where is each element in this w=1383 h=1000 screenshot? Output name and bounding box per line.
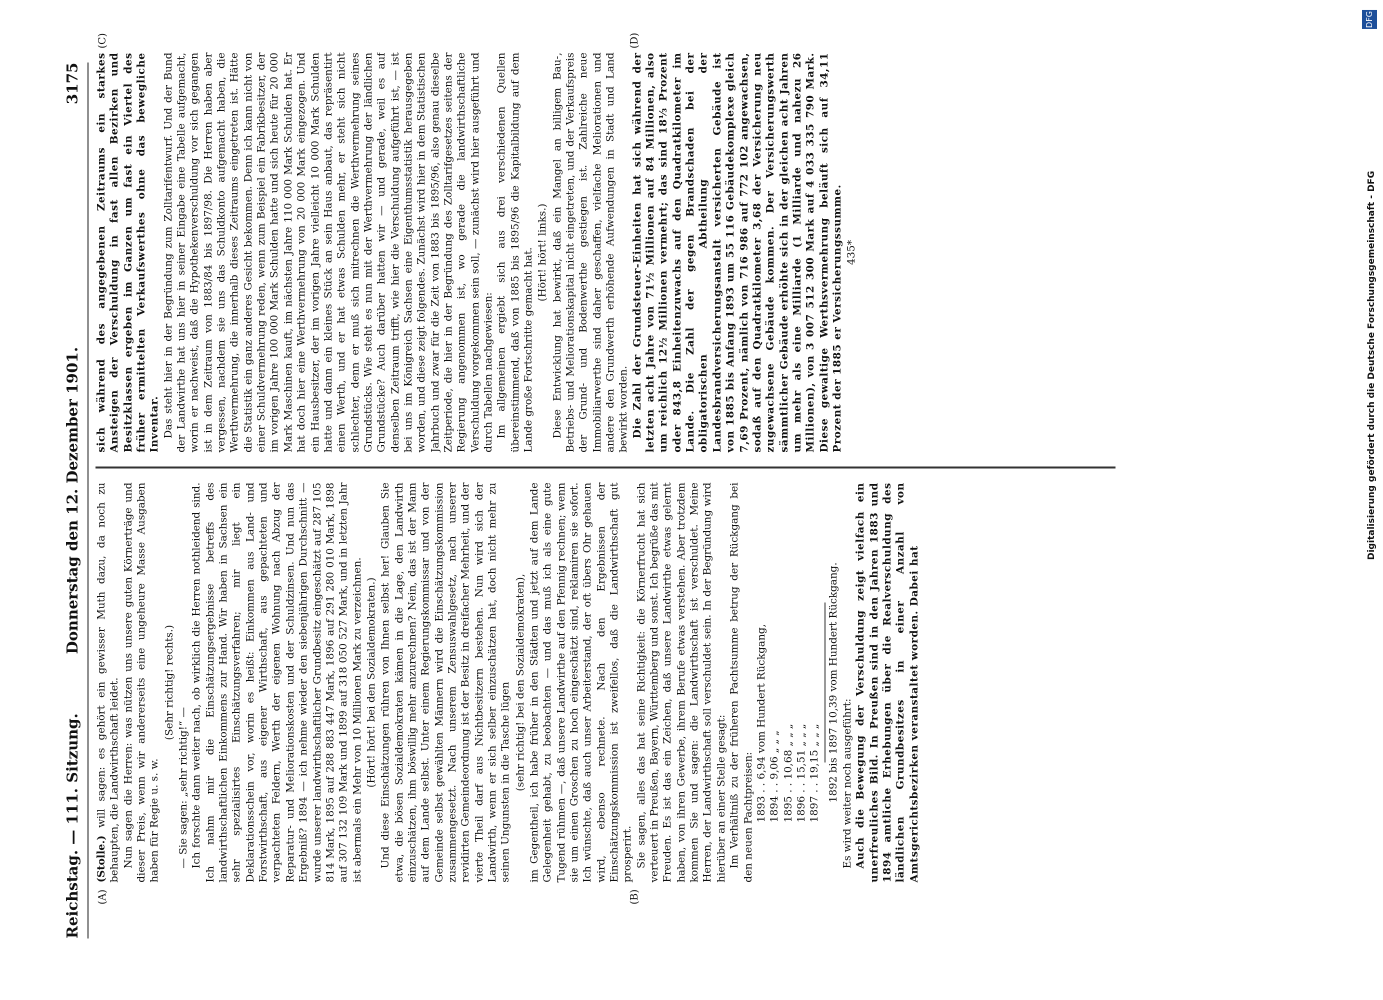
paragraph: im Gegentheil, ich habe früher in den Städten und jetzt auf dem Lande Gelegenheit gehabt, zu beobachten — und das muß ich als eine gute Tugend rühmen —, daß unsere Landwirthe auf den Pfennig rechnen; wenn sie um einen Groschen zu hoch eingeschätzt sind, reklamiren sie sofort. Ich wünschte, daß auch unser Arbeiterstand, der oft übers Ohr gehauen wird, ebenso rechnete. Nach den Ergebnissen der Einschätzungskommission ist zweifellos, daß die Landwirthschaft gut prosperirt. (528, 482, 634, 883)
paragraph: Ich forschte dann weiter nach, ob wirklich die Herren nothleidend sind. Ich nahm mir die Einschätzungsergebnisse betreffs des landwirthschaftlichen Einkommens zur Hand. Wir haben in Sachsen ein sehr spezialisirtes Einschätzungsverfahren; mir liegt ein Deklarationsschein vor, worin es heißt: Einkommen aus Land- und Forstwirthschaft, aus eigener Wirthschaft, aus gepachteten und verpachteten Feldern, Werth der eigenen Wohnung nach Abzug der Reparatur- und Meliorationskosten und der Schuldzinsen. Und nun das Ergebniß? 1894 — ich nehme wieder den siebenjährigen Durchschnitt — wurde unserer landwirthschaftlicher Grundbesitz eingeschätzt auf 287 105 814 Mark, 1895 auf 288 883 447 Mark, 1896 auf 291 280 010 Mark, 1898 auf 307 132 109 Mark und 1899 auf 318 050 527 Mark, und in letzten Jahr ist abermals ein Mehr von 10 Millionen Mark zu verzeichnen. (190, 482, 364, 883)
page-number: 3175 (63, 62, 82, 105)
document-page (0, 1, 1383, 1000)
margin-mark-a: (A) (97, 889, 109, 905)
interjection: (Hört! hört! bei den Sozialdemokraten.) (365, 577, 378, 788)
table-rule (824, 603, 825, 763)
paragraph: will sagen: es gehört ein gewisser Muth dazu, da noch zu behaupten, die Landwirthschaft leidet. (95, 482, 121, 883)
paragraph: Es wird weiter noch ausgeführt: (841, 698, 854, 869)
quotation: sich während des angegebenen Zeitraums ein starkes Ansteigen der Verschuldung in fast allen Bezirken und Besitzklassen ergeben im Ganzen um fast ein Viertel des früher ermittelten Verkaufswerthes ohne das bewegliche Inventar. (95, 52, 161, 453)
footer-mark: 435* (845, 239, 858, 266)
interjection: (Sehr richtig! rechts.) (163, 624, 176, 741)
quotation: Im Verhältniß zu der früheren Pachtsumme betrug der Rückgang bei den neuen Pachtpreisen: (728, 482, 754, 883)
header-center: Donnerstag den 12. Dezember 1901. (63, 346, 82, 655)
paragraph: Und diese Einschätzungen rühren von Ihnen selbst her! Glauben Sie etwa, die bösen Sozialdemokraten kämen in die Lage, den Landwirth einzuschätzen, ihm böswillig mehr anzurechnen? Nein, das ist der Mann auf dem Lande selbst. Unter einem Regierungskommissar und von der Gemeinde selbst gewählten Männern wird die Einschätzungskommission zusammengesetzt. Nach unserem Zensuswahlgesetz, nach unserer revidirten Gemeindeordnung ist der Besitz in dreifacher Mehrheit, und der vierte Theil darf aus Nichtbesitzern bestehen. Nun wird sich der Landwirth, wenn er sich selber einzuschätzen hat, doch nicht mehr zu seinen Ungunsten in die Tasche lügen (379, 482, 512, 883)
header-left: Reichstag. — 111. Sitzung. (63, 713, 82, 939)
quotation: Im allgemeinen ergiebt sich aus drei verschiedenen Quellen übereinstimmend, daß von 1885 bis 1895/96 die Kapitalbildung auf dem Lande große Fortschritte gemacht hat. (495, 52, 535, 453)
quotation: Die Zahl der Grundsteuer-Einheiten hat sich während der letzten acht Jahre von 71½ Millionen auf 84 Millionen, also um reichlich 12½ Millionen vermehrt; das sind 18⅓ Prozent oder 843,8 Einheitenzuwachs auf den Quadratkilometer im Lande. Die Zahl der gegen Brandschaden bei der obligatorischen Abtheilung der Landesbrandversicherungsanstalt versicherten Gebäude ist von 1885 bis Anfang 1893 um 55 116 Gebäudekomplexe gleich 7,69 Prozent, nämlich von 716 986 auf 772 102 angewachsen, sodaß auf den Quadratkilometer 3,68 der Versicherung neu zugewachsene Gebäude kommen. Der Versicherungswerth sämmtlicher Gebäude erhöhte sich in der gleichen acht Jahren um mehr als eine Milliarde (1 Milliarde und nahezu 26 Millionen), von 3 007 512 300 Mark auf 4 033 335 790 Mark. Diese gewaltige Werthsvermehrung beläuft sich auf 34,11 Prozent der 1885 er Versicherungssumme. (631, 52, 844, 453)
table-row: 1896 . . 15,51 „ „ „ (795, 723, 808, 823)
dfg-credit: Digitalisierung gefördert durch die Deutsche Forschungsgemeinschaft - DFG (1367, 170, 1377, 560)
table-row: 1894 . . 9,06 „ „ „ (768, 730, 781, 823)
rent-decline-table (755, 483, 822, 883)
table-row: 1893 . . 6,94 vom Hundert Rückgang, (755, 624, 768, 823)
paragraph: Sie sagen, alles das hat seine Richtigkeit: die Körnerfrucht hat sich verteuert in Preußen, Bayern, Württemberg und sonst. Ich begrüße das mit Freuden. Es ist das ein Zeichen, daß unsere Landwirthe etwas gelernt haben, von ihren Gewerbe, ihrem Berufe etwas verstehen. Aber trotzdem kommen Sie und sagen: die Landwirthschaft ist verschuldet. Meine Herren, der Landwirthschaft soll verschuldet sein. In der Begründung wird hierüber an einer Stelle gesagt: (635, 482, 728, 883)
paragraph: Das steht hier in der Begründung zum Zolltarifentwurf. Und der Bund der Landwirthe hat uns hier in seiner Eingabe eine Tabelle aufgemacht, worin er nachweist, daß die Hypothekenverschuldung vor sich gegangen ist in dem Zeitraum von 1883/84 bis 1897/98. Die Herren haben aber vergessen, nachdem sie uns das Schuldkonto aufgemacht haben, die Werthvermehrung, die innerhalb dieses Zeitraums eingetreten ist. Hätte die Statistik ein ganz anderes Gesicht bekommen. Denn ich kann nicht von einer Schuldvermehrung reden, wenn zum Beispiel ein Fabrikbesitzer, der im vorigen Jahre 100 000 Mark Schulden hatte und sich heute für 20 000 Mark Maschinen kauft, im nächsten Jahre 110 000 Mark Schulden hat. Er hat doch hier eine Werthvermehrung von 20 000 Mark eingezogen. Und ein Hausbesitzer, der im vorigen Jahre vielleicht 10 000 Mark Schulden hatte und dann ein kleines Stück an sein Haus anbaut, das repräsentirt einen Werth, und er hat etwas Schulden mehr, er steht sich nicht schlechter, denn er muß sich mitrechnen die Werthvermehrung seines Grundstücks. Wie steht es nun mit der Werthvermehrung der ländlichen Grundstücke? Auch darüber hatten wir — und gerade, weil es auf denselben Zeitraum trifft, wie hier die Verschuldung aufgeführt ist, — ist bei uns im Königreich Sachsen eine Eigenthumsstatistik herausgegeben worden, und diese zeigt folgendes. Zunächst wird hier in dem Statistischen Jahrbuch und zwar für die Zeit von 1883 bis 1895/96, also genau dieselbe Zeitperiode, die hier in der Begründung des Zolltarifgesetzes seitens der Regierung angenommen ist, wo gerade die landwirthschaftliche Verschuldung vorgekommen sein soll, — zunächst wird hier ausgeführt und durch Tabellen nachgewiesen: (162, 52, 495, 453)
table-row: 1897 . . 19,15 „ „ „ (808, 723, 821, 823)
quotation: Auch die Bewegung der Verschuldung zeigt vielfach ein unerfreuliches Bild. In Preußen sind in den Jahren 1883 und 1894 amtliche Erhebungen über die Realverschuldung des ländlichen Grundbesitzes in einer Anzahl von Amtsgerichtsbezirken veranstaltet worden. Dabei hat (854, 482, 921, 883)
paragraph: Nun sagen die Herren: was nützen uns unsere guten Körnerträge und dieser Preis, wenn wir andererseits eine ungeheure Masse Ausgaben haben für Regie u. s. w. (122, 482, 161, 883)
paragraph: — Sie sagen: „sehr richtig!“ — (177, 707, 190, 869)
margin-mark-d: (D) (629, 32, 641, 49)
margin-mark-c: (C) (97, 33, 109, 49)
text-column-right (96, 53, 1136, 453)
quotation: Diese Entwicklung hat bewirkt, daß ein Mangel an billigem Bau-, Betriebs- und Meliorationskapital nicht eingetreten, und der Verkaufspreis der Grund- und Bodenwerthe gestiegen ist. Zahlreiche neue Immobiliarwerthe sind daher geschaffen, vielfache Meliorationen und andere den Grundwerth erhöhende Aufwendungen in Stadt und Land bewirkt worden. (551, 52, 630, 453)
speaker-name: (Stolle.) (95, 835, 108, 883)
interjection: (Hört! hört! links.) (536, 203, 549, 302)
margin-mark-b: (B) (629, 889, 641, 905)
dfg-logo: DFG (1362, 10, 1377, 29)
text-column-left (96, 483, 1136, 883)
interjection: (sehr richtig! bei den Sozialdemokraten), (514, 573, 527, 792)
table-total: 1892 bis 1897 10,39 vom Hundert Rückgang. (827, 562, 840, 803)
column-divider (96, 467, 1116, 469)
running-header (62, 63, 89, 939)
table-row: 1895 . . 10,68 „ „ „ (782, 723, 795, 823)
